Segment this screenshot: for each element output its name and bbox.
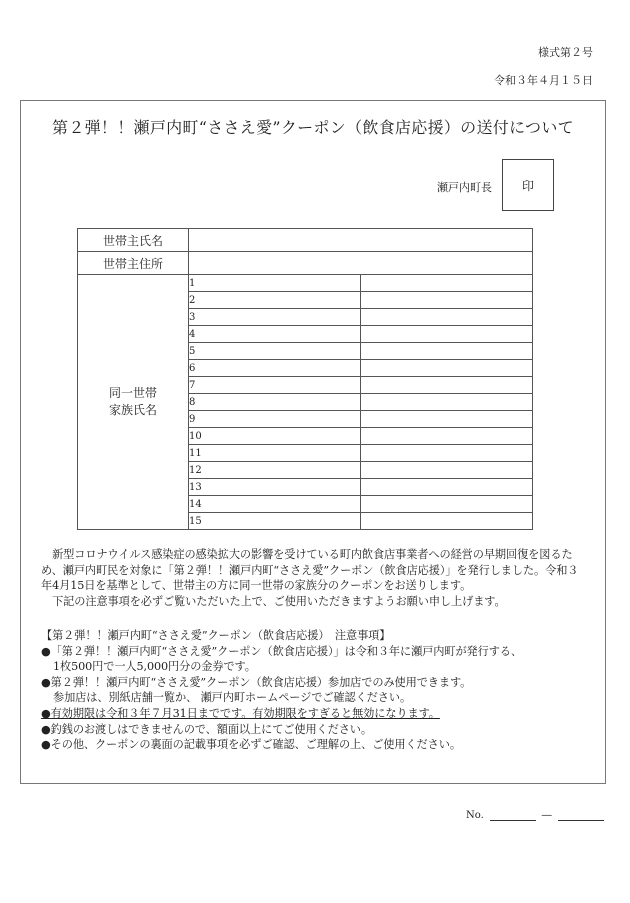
- form-number: 様式第２号: [538, 46, 593, 59]
- family-name-field[interactable]: [361, 275, 533, 292]
- cautions-section: [41, 628, 587, 753]
- head-address-label: 世帯主住所: [78, 252, 189, 275]
- serial-blank-2[interactable]: [558, 810, 604, 821]
- family-row-number: 9: [189, 411, 361, 428]
- caution-item-4: ●釣銭のお渡しはできませんので、額面以上にてご使用ください。: [41, 722, 372, 736]
- family-row-number: 2: [189, 292, 361, 309]
- notice-text: [41, 547, 587, 609]
- issue-date: 令和３年４月１５日: [494, 74, 593, 87]
- family-row-number: 14: [189, 496, 361, 513]
- family-row-number: 12: [189, 462, 361, 479]
- serial-number: [466, 810, 610, 821]
- notice-paragraph-2: 下記の注意事項を必ずご覧いただいた上で、ご使用いただきますようお願い申し上げます。: [41, 594, 506, 608]
- family-row-number: 5: [189, 343, 361, 360]
- family-name-field[interactable]: [361, 326, 533, 343]
- family-rows: [78, 275, 533, 530]
- family-label-line-1: 同一世帯: [108, 386, 157, 400]
- head-name-label: 世帯主氏名: [78, 229, 189, 252]
- family-name-field[interactable]: [361, 360, 533, 377]
- seal-box: [502, 159, 554, 211]
- family-name-field[interactable]: [361, 343, 533, 360]
- family-names-label: [78, 275, 189, 530]
- mayor-label: 瀬戸内町長: [437, 181, 492, 194]
- household-register-table: [77, 228, 533, 530]
- head-name-row: [78, 229, 533, 252]
- head-address-row: [78, 252, 533, 275]
- notice-paragraph-1: 新型コロナウイルス感染症の感染拡大の影響を受けている町内飲食店事業者への経営の早期回復を図るため、瀬戸内町民を対象に「第２弾！！瀬戸内町“ささえ愛”クーポン（飲食店応援）」を発行しました。令和３年4月15日を基準として、世帯主の方に同一世帯の家族分のクーポンをお送りします。: [41, 548, 579, 592]
- family-name-field[interactable]: [361, 377, 533, 394]
- family-name-field[interactable]: [361, 292, 533, 309]
- family-row: [78, 275, 533, 292]
- family-row-number: 15: [189, 513, 361, 530]
- family-name-field[interactable]: [361, 428, 533, 445]
- family-name-field[interactable]: [361, 411, 533, 428]
- family-name-field[interactable]: [361, 394, 533, 411]
- caution-item-3: ●有効期限は令和３年７月31日までです。有効期限をすぎると無効になります。: [41, 706, 440, 720]
- seal-label: 印: [521, 178, 534, 193]
- head-name-field[interactable]: [189, 229, 533, 252]
- head-address-field[interactable]: [189, 252, 533, 275]
- family-row-number: 7: [189, 377, 361, 394]
- family-row-number: 1: [189, 275, 361, 292]
- family-row-number: 8: [189, 394, 361, 411]
- serial-blank-1[interactable]: [490, 810, 536, 821]
- family-label-line-2: 家族氏名: [108, 403, 157, 417]
- caution-item-2b: 参加店は、別紙店舗一覧か、 瀬戸内町ホームページでご確認ください。: [53, 691, 412, 705]
- family-name-field[interactable]: [361, 462, 533, 479]
- family-row-number: 11: [189, 445, 361, 462]
- family-name-field[interactable]: [361, 496, 533, 513]
- family-name-field[interactable]: [361, 479, 533, 496]
- cautions-heading: 【第２弾！！瀬戸内町“ささえ愛”クーポン（飲食店応援） 注意事項】: [41, 629, 391, 642]
- family-row-number: 3: [189, 309, 361, 326]
- family-name-field[interactable]: [361, 445, 533, 462]
- family-row-number: 4: [189, 326, 361, 343]
- family-row-number: 10: [189, 428, 361, 445]
- serial-separator: ―: [541, 810, 552, 821]
- serial-label: No.: [466, 810, 484, 821]
- family-name-field[interactable]: [361, 513, 533, 530]
- caution-item-1a: ●「第２弾！！瀬戸内町“ささえ愛”クーポン（飲食店応援）」は令和３年に瀬戸内町が発行する、: [41, 644, 522, 658]
- family-row-number: 13: [189, 479, 361, 496]
- family-name-field[interactable]: [361, 309, 533, 326]
- document-title: 第２弾！！瀬戸内町“ささえ愛”クーポン（飲食店応援）の送付について: [52, 118, 574, 137]
- caution-item-5: ●その他、クーポンの裏面の記載事項を必ずご確認、ご理解の上、ご使用ください。: [41, 738, 461, 752]
- family-row-number: 6: [189, 360, 361, 377]
- caution-item-1b: 1枚500円で一人5,000円分の金券です。: [53, 660, 256, 674]
- document-frame: [20, 100, 606, 784]
- caution-item-2a: ●第２弾！！瀬戸内町“ささえ愛”クーポン（飲食店応援）参加店でのみ使用できます。: [41, 675, 472, 689]
